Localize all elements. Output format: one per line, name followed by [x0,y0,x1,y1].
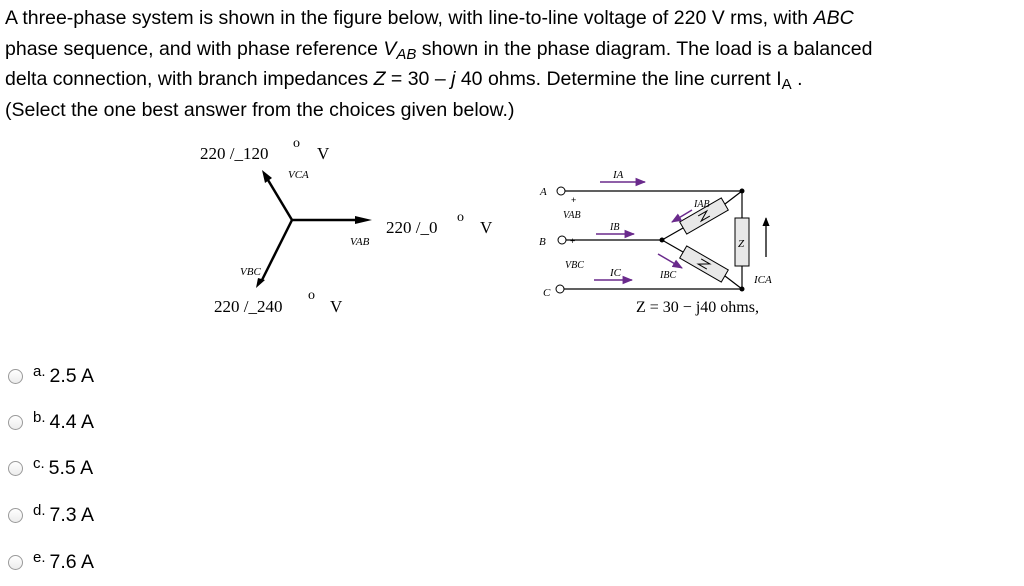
choice-e[interactable] [8,547,94,577]
choice-text: 4.4 A [49,410,94,433]
question-text-span: delta connection, with branch impedances [5,68,374,90]
choice-text: 7.6 A [49,550,94,573]
phasor-diagram [200,136,493,316]
ibc-arrow-icon [658,254,682,268]
label-ica: ICA [754,274,772,286]
question-text [5,3,1019,125]
phasor-vca-name: VCA [288,169,309,181]
terminal-a [557,187,565,195]
radio-button[interactable] [8,508,23,523]
label-ia: IA [613,169,624,181]
label-ibc: IBC [660,270,677,281]
node-c-label: C [543,287,551,299]
phasor-vbc-arrow-icon [256,278,265,288]
terminal-c [556,285,564,293]
vab-subscript: AB [396,45,417,63]
question-text-span: . [791,68,803,90]
degree-symbol: o [457,210,464,225]
choice-letter: e. [33,548,46,566]
choice-d[interactable] [8,500,94,530]
label-vbc: VBC [565,260,584,271]
radio-button[interactable] [8,555,23,570]
choice-letter: b. [33,408,46,426]
question-line-3 [5,64,1019,95]
z-symbol: Z [373,68,386,90]
z-label: Z [738,238,745,250]
phasor-vca-unit: V [317,144,330,163]
phase-sequence: ABC [813,7,854,29]
degree-symbol: o [293,136,300,151]
question-text-span: phase sequence, and with phase reference [5,37,384,60]
circuit-figure [0,130,1024,340]
impedance-bc [680,246,729,282]
plus-sign: + [570,236,576,246]
choice-text: 5.5 A [48,456,94,479]
degree-symbol: o [308,288,315,303]
plus-sign: + [571,195,577,205]
choice-letter: a. [33,362,46,380]
radio-button[interactable] [8,461,23,476]
impedance-caption: Z = 30 − j40 ohms, [636,299,759,316]
radio-button[interactable] [8,415,23,430]
radio-button[interactable] [8,369,23,384]
branch-bc-wire [725,276,742,289]
branch-ab-wire [662,228,683,240]
question-text-span: shown in the phase diagram. The load is a balanced [416,37,873,60]
choice-text: 7.3 A [49,503,94,526]
delta-circuit [539,169,772,316]
choice-c[interactable] [8,453,93,483]
label-ib: IB [610,222,620,233]
node-b-label: B [539,236,546,248]
phasor-vca-magnitude: 220 /_120 [200,144,269,163]
question-text-span: A three-phase system is shown in the figure below, with line-to-line voltage of 220 V rms, with [5,7,814,29]
choice-letter: c. [33,454,45,472]
question-text-span: = 30 – [385,68,452,90]
choice-b[interactable] [8,407,94,437]
question-line-4: (Select the one best answer from the choices given below.) [5,98,515,121]
phasor-vbc-name: VBC [240,266,261,278]
choice-text: 2.5 A [49,364,94,387]
question-text-span: 40 ohms. Determine the line current I [455,68,782,90]
choice-letter: d. [33,501,46,519]
ia-subscript: A [781,76,792,93]
vab-symbol: V [383,37,397,60]
choice-a[interactable] [8,361,94,391]
phasor-vca-line [268,180,292,220]
node-a-label: A [540,186,547,198]
j-symbol: j [451,68,456,90]
terminal-b [558,236,566,244]
phasor-vab-arrow-icon [355,216,372,224]
phasor-vbc-unit: V [330,297,343,316]
branch-ab-wire [725,191,742,204]
label-iab: IAB [694,199,710,210]
phasor-vca-arrow-icon [262,170,272,183]
question-line-1 [5,3,1019,34]
phasor-vbc-magnitude: 220 /_240 [214,297,283,316]
branch-bc-wire [662,240,683,252]
phasor-vab-name: VAB [350,236,370,248]
label-vab: VAB [563,210,581,221]
phasor-vbc-line [262,220,292,280]
phasor-vab-magnitude: 220 /_0 [386,218,438,237]
question-line-2 [5,34,1019,65]
label-ic: IC [610,267,621,279]
phasor-vab-unit: V [480,218,493,237]
